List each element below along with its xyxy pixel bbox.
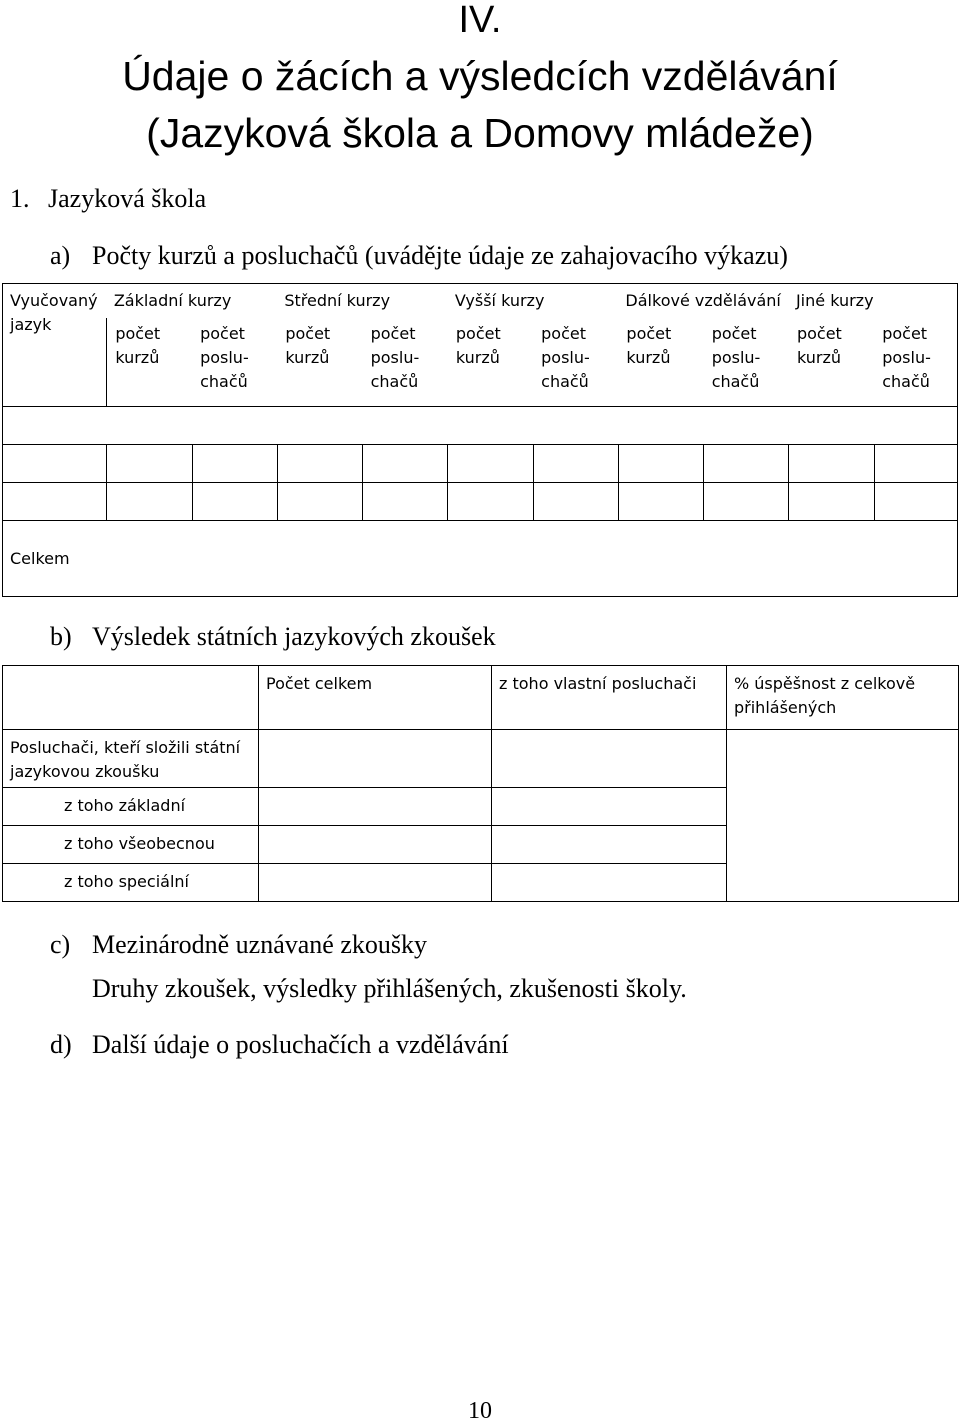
sub-header-courses: počet kurzů <box>107 318 192 407</box>
language-column-header: Vyučovaný jazyk <box>3 284 107 407</box>
header-own-students: z toho vlastní posluchači <box>492 666 727 730</box>
data-cell[interactable] <box>259 730 492 788</box>
group-header: Dálkové vzdělávání <box>618 284 789 318</box>
data-cell[interactable] <box>533 445 618 483</box>
data-cell[interactable] <box>259 826 492 864</box>
sub-header-courses: počet kurzů <box>277 318 362 407</box>
empty-header-cell <box>3 666 259 730</box>
data-cell[interactable] <box>259 864 492 902</box>
data-cell[interactable] <box>448 445 533 483</box>
data-cell[interactable] <box>277 445 362 483</box>
data-cell[interactable] <box>874 483 957 521</box>
data-cell[interactable] <box>704 445 789 483</box>
sub-header-students: počet poslu- chačů <box>363 318 448 407</box>
data-cell[interactable] <box>3 483 107 521</box>
subsection-letter: c) <box>50 930 71 959</box>
data-cell[interactable] <box>492 826 727 864</box>
total-row <box>3 521 958 597</box>
sub-header-courses: počet kurzů <box>448 318 533 407</box>
data-cell[interactable] <box>533 483 618 521</box>
data-cell[interactable] <box>3 445 107 483</box>
subsection-letter: a) <box>50 241 71 270</box>
section-label: Jazyková škola <box>48 184 207 213</box>
subsection-text: Počty kurzů a posluchačů (uvádějte údaje ze zahajovacího výkazu) <box>92 241 788 270</box>
page-number: 10 <box>468 1398 492 1424</box>
data-cell[interactable] <box>789 445 874 483</box>
sub-header-students: počet poslu- chačů <box>533 318 618 407</box>
data-cell[interactable] <box>192 445 277 483</box>
data-cell[interactable] <box>277 483 362 521</box>
data-cell[interactable] <box>789 483 874 521</box>
section-heading <box>10 183 206 215</box>
row-label: z toho základní <box>3 788 259 826</box>
data-cell[interactable] <box>448 483 533 521</box>
sub-header-students: počet poslu- chačů <box>704 318 789 407</box>
table-row <box>3 407 958 445</box>
subsection-text: Výsledek státních jazykových zkoušek <box>92 622 496 651</box>
total-label: Celkem <box>3 521 958 597</box>
exam-results-table <box>2 665 959 902</box>
data-cell[interactable] <box>192 483 277 521</box>
subsection-b-heading <box>50 621 496 653</box>
sub-header-courses: počet kurzů <box>618 318 703 407</box>
data-cell[interactable] <box>492 730 727 788</box>
subsection-a-heading <box>50 240 788 272</box>
table-row <box>3 483 958 521</box>
subsection-letter: d) <box>50 1030 72 1059</box>
data-cell[interactable] <box>492 788 727 826</box>
group-header: Vyšší kurzy <box>448 284 619 318</box>
subsection-c-heading <box>50 929 427 961</box>
courses-table <box>2 283 958 597</box>
data-cell[interactable] <box>618 445 703 483</box>
chapter-subtitle: (Jazyková škola a Domovy mládeže) <box>146 110 814 156</box>
header-total: Počet celkem <box>259 666 492 730</box>
table-row <box>3 445 958 483</box>
data-cell[interactable] <box>874 445 957 483</box>
subsection-c-detail: Druhy zkoušek, výsledky přihlášených, zkušenosti školy. <box>92 974 687 1003</box>
data-cell[interactable] <box>704 483 789 521</box>
data-cell[interactable] <box>727 730 959 902</box>
section-number: 1. <box>10 184 30 213</box>
data-cell[interactable] <box>107 483 192 521</box>
data-cell[interactable] <box>492 864 727 902</box>
sub-header-students: počet poslu- chačů <box>874 318 957 407</box>
data-cell[interactable] <box>363 483 448 521</box>
blank-row <box>3 407 958 445</box>
chapter-title: Údaje o žácích a výsledcích vzdělávání <box>122 53 838 99</box>
subsection-letter: b) <box>50 622 72 651</box>
row-label: z toho všeobecnou <box>3 826 259 864</box>
data-cell[interactable] <box>107 445 192 483</box>
sub-header-courses: počet kurzů <box>789 318 874 407</box>
group-header: Základní kurzy <box>107 284 278 318</box>
row-label: z toho speciální <box>3 864 259 902</box>
header-success-rate: % úspěšnost z celkově přihlášených <box>727 666 959 730</box>
data-cell[interactable] <box>618 483 703 521</box>
data-cell[interactable] <box>363 445 448 483</box>
table-row <box>3 730 959 788</box>
row-label: Posluchači, kteří složili státní jazykovou zkoušku <box>3 730 259 788</box>
group-header: Jiné kurzy <box>789 284 958 318</box>
sub-header-students: počet poslu- chačů <box>192 318 277 407</box>
data-cell[interactable] <box>259 788 492 826</box>
subsection-text: Další údaje o posluchačích a vzdělávání <box>92 1030 509 1059</box>
chapter-number: IV. <box>458 0 502 41</box>
subsection-text: Mezinárodně uznávané zkoušky <box>92 930 427 959</box>
group-header: Střední kurzy <box>277 284 448 318</box>
subsection-d-heading <box>50 1029 509 1061</box>
